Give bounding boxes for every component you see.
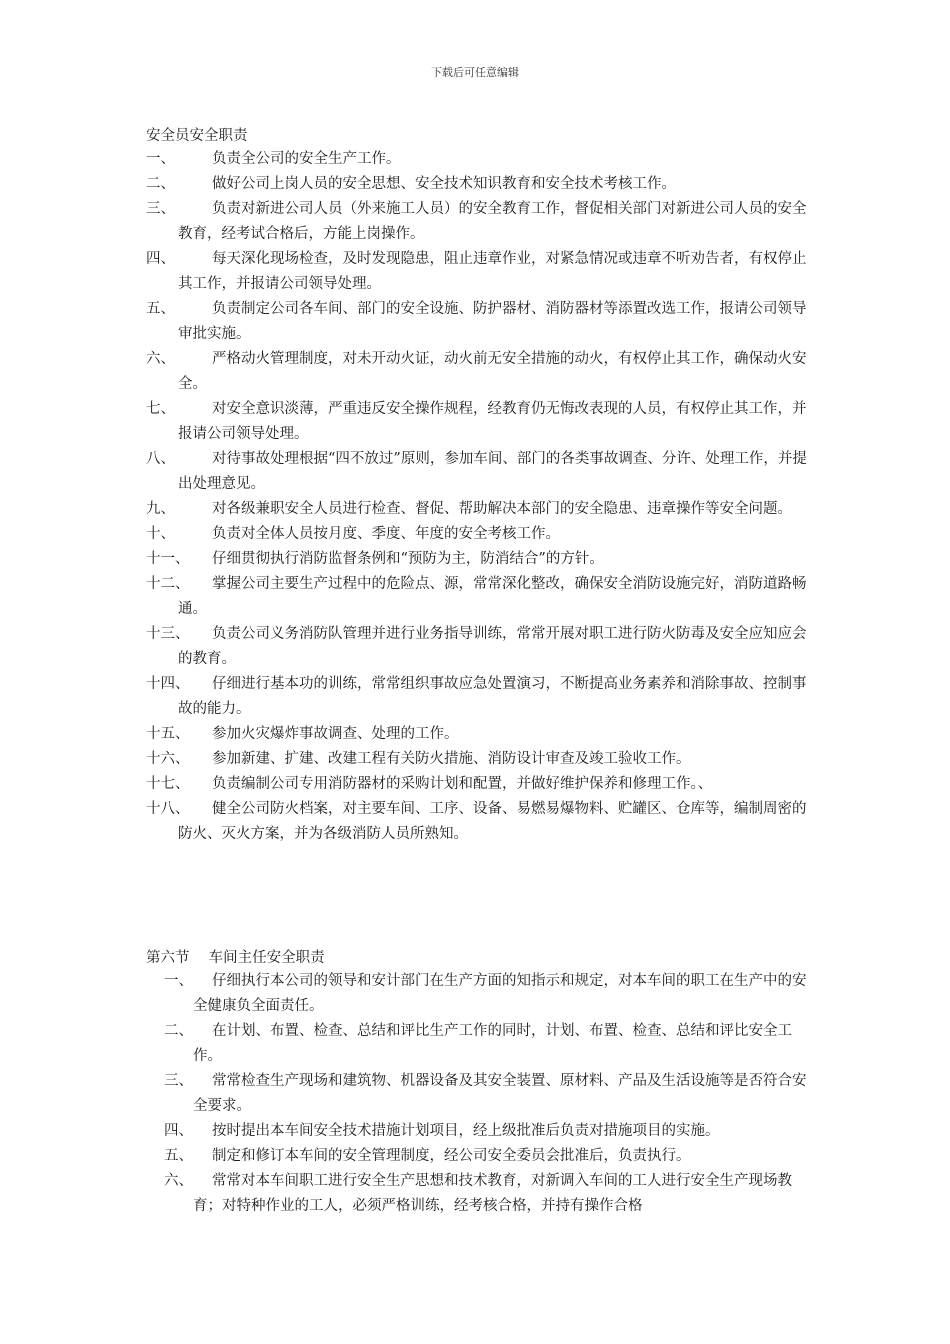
item-text: 常常对本车间职工进行安全生产思想和技术教育，对新调入车间的工人进行安全生产现场教育；对特种作业的工人，必须严格训练，经考核合格，并持有操作合格 bbox=[193, 1173, 792, 1214]
list-item bbox=[0, 197, 950, 247]
item-text: 对各级兼职安全人员进行检查、督促、帮助解决本部门的安全隐患、违章操作等安全问题。 bbox=[212, 501, 792, 517]
item-text: 做好公司上岗人员的安全思想、安全技术知识教育和安全技术考核工作。 bbox=[212, 176, 676, 192]
list-item bbox=[0, 1069, 950, 1119]
item-number: 三、 bbox=[146, 201, 175, 217]
item-number: 十一、 bbox=[146, 551, 190, 567]
list-item bbox=[0, 772, 950, 797]
item-number: 十四、 bbox=[146, 676, 190, 692]
item-text: 对安全意识淡薄，严重违反安全操作规程，经教育仍无悔改表现的人员，有权停止其工作，并报请公司领导处理。 bbox=[178, 401, 807, 442]
list-item bbox=[0, 297, 950, 347]
list-item bbox=[0, 547, 950, 572]
item-text: 负责对新进公司人员（外来施工人员）的安全教育工作，督促相关部门对新进公司人员的安全教育，经考试合格后，方能上岗操作。 bbox=[178, 201, 807, 242]
item-number: 四、 bbox=[146, 251, 175, 267]
section-title-safety-officer: 安全员安全职责 bbox=[146, 128, 248, 144]
item-number: 十五、 bbox=[146, 726, 190, 742]
list-item bbox=[0, 1169, 950, 1219]
item-text: 参加新建、扩建、改建工程有关防火措施、消防设计审查及竣工验收工作。 bbox=[212, 751, 691, 767]
list-item bbox=[0, 747, 950, 772]
list-item bbox=[0, 347, 950, 397]
list-item bbox=[0, 147, 950, 172]
item-text: 在计划、布置、检查、总结和评比生产工作的同时，计划、布置、检查、总结和评比安全工作。 bbox=[193, 1023, 792, 1064]
item-text: 按时提出本车间安全技术措施计划项目，经上级批准后负责对措施项目的实施。 bbox=[212, 1123, 720, 1139]
item-text: 掌握公司主要生产过程中的危险点、源，常常深化整改，确保安全消防设施完好，消防道路畅通。 bbox=[178, 576, 807, 617]
item-number: 六、 bbox=[146, 351, 175, 367]
item-number: 三、 bbox=[164, 1073, 193, 1089]
list-item bbox=[0, 572, 950, 622]
item-number: 十八、 bbox=[146, 801, 190, 817]
item-number: 一、 bbox=[164, 973, 193, 989]
item-text: 每天深化现场检查，及时发现隐患，阻止违章作业，对紧急情况或违章不听劝告者，有权停止其工作，并报请公司领导处理。 bbox=[178, 251, 807, 292]
list-item bbox=[0, 522, 950, 547]
list-item bbox=[0, 397, 950, 447]
list-item bbox=[0, 672, 950, 722]
item-text: 负责公司义务消防队管理并进行业务指导训练，常常开展对职工进行防火防毒及安全应知应会的教育。 bbox=[178, 626, 807, 667]
item-number: 十三、 bbox=[146, 626, 190, 642]
item-number: 八、 bbox=[146, 451, 175, 467]
item-number: 二、 bbox=[164, 1023, 193, 1039]
list-item bbox=[0, 1119, 950, 1144]
item-number: 十六、 bbox=[146, 751, 190, 767]
section-workshop-director-list bbox=[0, 969, 950, 1219]
item-text: 常常检查生产现场和建筑物、机器设备及其安全装置、原材料、产品及生活设施等是否符合安全要求。 bbox=[193, 1073, 807, 1114]
list-item bbox=[0, 447, 950, 497]
section-safety-officer-list bbox=[0, 147, 950, 847]
item-text: 负责全公司的安全生产工作。 bbox=[212, 151, 401, 167]
list-item bbox=[0, 1144, 950, 1169]
item-text: 负责制定公司各车间、部门的安全设施、防护器材、消防器材等添置改选工作，报请公司领导审批实施。 bbox=[178, 301, 807, 342]
list-item bbox=[0, 172, 950, 197]
list-item bbox=[0, 1019, 950, 1069]
list-item bbox=[0, 622, 950, 672]
item-number: 一、 bbox=[146, 151, 175, 167]
item-text: 健全公司防火档案，对主要车间、工序、设备、易燃易爆物料、贮罐区、仓库等，编制周密的防火、灭火方案，并为各级消防人员所熟知。 bbox=[178, 801, 807, 842]
item-number: 十二、 bbox=[146, 576, 190, 592]
item-number: 五、 bbox=[146, 301, 175, 317]
list-item bbox=[0, 797, 950, 847]
item-number: 七、 bbox=[146, 401, 175, 417]
item-number: 九、 bbox=[146, 501, 175, 517]
list-item bbox=[0, 497, 950, 522]
item-text: 仔细进行基本功的训练，常常组织事故应急处置演习，不断提高业务素养和消除事故、控制事故的能力。 bbox=[178, 676, 807, 717]
item-number: 十、 bbox=[146, 526, 175, 542]
item-number: 六、 bbox=[164, 1173, 193, 1189]
list-item bbox=[0, 247, 950, 297]
item-number: 二、 bbox=[146, 176, 175, 192]
item-text: 制定和修订本车间的安全管理制度，经公司安全委员会批准后，负责执行。 bbox=[212, 1148, 691, 1164]
list-item bbox=[0, 722, 950, 747]
item-number: 五、 bbox=[164, 1148, 193, 1164]
section-title-workshop-director: 第六节 车间主任安全职责 bbox=[146, 950, 325, 966]
list-item bbox=[0, 969, 950, 1019]
page-header: 下载后可任意编辑 bbox=[431, 66, 519, 79]
item-text: 仔细贯彻执行消防监督条例和“预防为主，防消结合”的方针。 bbox=[212, 551, 604, 567]
item-text: 对待事故处理根据“四不放过”原则，参加车间、部门的各类事故调查、分许、处理工作，并提出处理意见。 bbox=[178, 451, 807, 492]
item-text: 严格动火管理制度，对未开动火证，动火前无安全措施的动火，有权停止其工作，确保动火安全。 bbox=[178, 351, 807, 392]
item-number: 四、 bbox=[164, 1123, 193, 1139]
item-number: 十七、 bbox=[146, 776, 190, 792]
item-text: 负责编制公司专用消防器材的采购计划和配置，并做好维护保养和修理工作。、 bbox=[212, 776, 713, 792]
item-text: 仔细执行本公司的领导和安计部门在生产方面的知指示和规定，对本车间的职工在生产中的安全健康负全面责任。 bbox=[193, 973, 807, 1014]
item-text: 参加火灾爆炸事故调查、处理的工作。 bbox=[212, 726, 459, 742]
item-text: 负责对全体人员按月度、季度、年度的安全考核工作。 bbox=[212, 526, 560, 542]
